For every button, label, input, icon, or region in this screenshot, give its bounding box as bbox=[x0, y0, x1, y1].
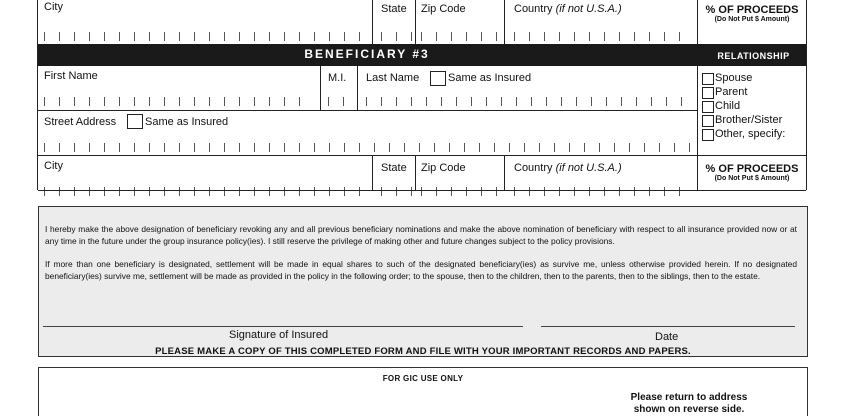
date-label: Date bbox=[655, 331, 679, 343]
gic-use-box bbox=[38, 367, 808, 416]
beneficiary-title: BENEFICIARY #3 bbox=[304, 47, 430, 61]
mi-label: M.I. bbox=[328, 72, 347, 84]
city-label: City bbox=[44, 160, 63, 172]
top-country-field[interactable] bbox=[514, 32, 694, 41]
form-right-border bbox=[806, 0, 807, 190]
last-name-label: Last Name bbox=[366, 72, 420, 84]
proceeds-title: % OF PROCEEDS bbox=[705, 163, 799, 175]
relationship-child-checkbox[interactable] bbox=[702, 101, 714, 113]
declaration-paragraph-1: I hereby make the above designation of beneficiary revoking any and all previous beneficiary nominations and make the above nomination of beneficiary with respect to all insurance provided now or at any time in the future under the group insurance policy(ies). I still reserve the privilege of making other and future changes subject to the policy provisions. bbox=[45, 224, 797, 246]
return-address-line-2: shown on reverse side. bbox=[633, 404, 745, 415]
street-address-label: Street Address bbox=[44, 116, 117, 128]
last-name-same-as-insured-label: Same as Insured bbox=[448, 72, 532, 84]
relationship-sibling-checkbox[interactable] bbox=[702, 115, 714, 127]
top-proceeds-title: % OF PROCEEDS bbox=[705, 4, 799, 16]
zip-label: Zip Code bbox=[421, 162, 466, 174]
relationship-spouse-checkbox[interactable] bbox=[702, 73, 714, 85]
first-name-field[interactable] bbox=[44, 97, 314, 106]
copy-notice: PLEASE MAKE A COPY OF THIS COMPLETED FORM AND FILE WITH YOUR IMPORTANT RECORDS AND PAPERS. bbox=[155, 346, 691, 357]
street-address-field[interactable] bbox=[44, 143, 694, 152]
proceeds-note: (Do Not Put $ Amount) bbox=[714, 175, 790, 182]
state-field[interactable] bbox=[381, 187, 413, 196]
relationship-child-label: Child bbox=[715, 100, 741, 112]
return-address-line-1: Please return to address bbox=[630, 392, 748, 403]
declaration-box bbox=[38, 206, 808, 357]
relationship-parent-label: Parent bbox=[715, 86, 748, 98]
relationship-spouse-label: Spouse bbox=[715, 72, 753, 84]
signature-line[interactable] bbox=[43, 326, 523, 327]
first-name-label: First Name bbox=[44, 70, 98, 82]
relationship-other-checkbox[interactable] bbox=[702, 129, 714, 141]
relationship-parent-checkbox[interactable] bbox=[702, 87, 714, 99]
top-country-label: Country (if not U.S.A.) bbox=[514, 3, 622, 15]
last-name-field[interactable] bbox=[366, 97, 694, 106]
relationship-other-label: Other, specify: bbox=[715, 128, 786, 140]
city-field[interactable] bbox=[44, 187, 368, 196]
date-line[interactable] bbox=[541, 326, 795, 327]
zip-field[interactable] bbox=[421, 187, 501, 196]
top-zip-label: Zip Code bbox=[421, 3, 466, 15]
street-same-as-insured-label: Same as Insured bbox=[145, 116, 229, 128]
gic-title: FOR GIC USE ONLY bbox=[382, 374, 464, 383]
country-field[interactable] bbox=[514, 187, 694, 196]
country-label: Country (if not U.S.A.) bbox=[514, 162, 622, 174]
signature-label: Signature of Insured bbox=[229, 329, 329, 341]
mi-field[interactable] bbox=[328, 97, 352, 106]
last-name-same-as-insured-checkbox[interactable] bbox=[430, 71, 446, 86]
top-proceeds-note: (Do Not Put $ Amount) bbox=[714, 16, 790, 23]
top-city-field[interactable] bbox=[44, 32, 368, 41]
street-same-as-insured-checkbox[interactable] bbox=[127, 114, 143, 129]
declaration-paragraph-2: If more than one beneficiary is designated, settlement will be made in equal shares to such of the designated beneficiary(ies) as survive me, unless otherwise provided herein. If no designated beneficiary(ies) survive me, settlement will be made as provided in the policy in the following order; to the spouse, then to the children, then to the parents, then to the siblings, then to the estate. bbox=[45, 259, 797, 281]
top-city-label: City bbox=[44, 1, 63, 13]
relationship-heading: RELATIONSHIP bbox=[717, 51, 790, 61]
relationship-sibling-label: Brother/Sister bbox=[715, 114, 783, 126]
state-label: State bbox=[381, 162, 407, 174]
top-state-label: State bbox=[381, 3, 407, 15]
top-zip-field[interactable] bbox=[421, 32, 501, 41]
top-state-field[interactable] bbox=[381, 32, 413, 41]
form-left-border bbox=[37, 0, 38, 190]
